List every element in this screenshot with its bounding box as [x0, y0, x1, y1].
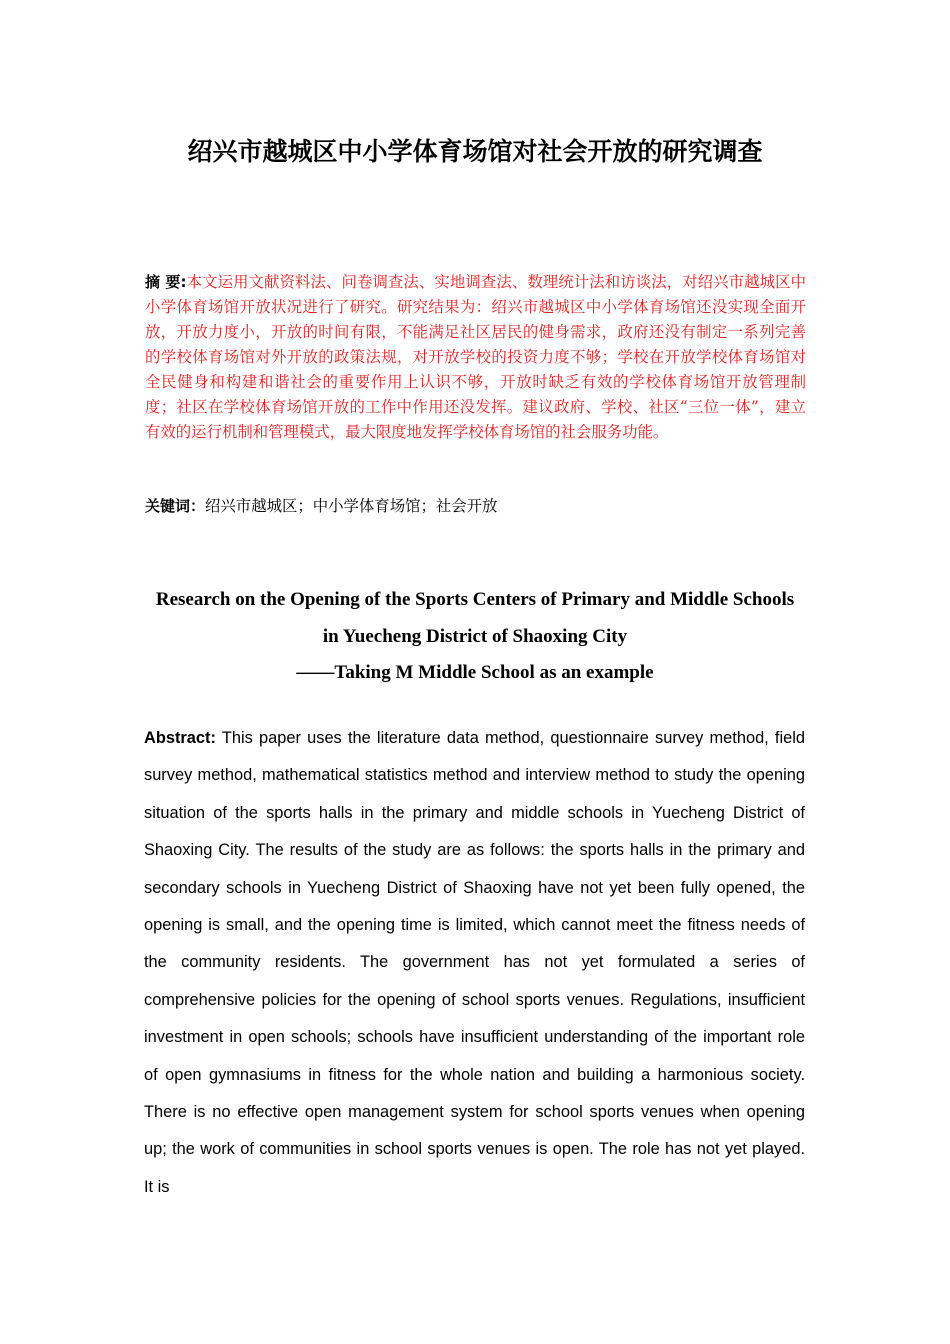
english-title-line-1: Research on the Opening of the Sports Centers of Primary and Middle Schools	[155, 589, 795, 610]
chinese-keywords	[145, 494, 806, 519]
english-abstract-label: Abstract:	[144, 729, 216, 747]
english-title	[0, 582, 950, 692]
chinese-keywords-label: 关键词：	[145, 497, 206, 515]
english-title-line-2: in Yuecheng District of Shaoxing City	[322, 625, 628, 647]
chinese-abstract-label: 摘 要:	[145, 273, 187, 291]
english-abstract	[144, 720, 805, 1206]
chinese-keywords-body: 绍兴市越城区；中小学体育场馆；社会开放	[205, 497, 498, 515]
english-abstract-body: This paper uses the literature data method, questionnaire survey method, field survey method, mathematical statistics method and interview method to study the opening situation of the sports halls in the primary and middle schools in Yuecheng District of Shaoxing City. The results of the study are as follows: the sports halls in the primary and secondary schools in Yuecheng District of Shaoxing have not yet been fully opened, the opening is small, and the opening time is limited, which cannot meet the fitness needs of the community residents. The government has not yet formulated a series of comprehensive policies for the opening of school sports venues. Regulations, insufficient investment in open schools; schools have insufficient understanding of the important role of open gymnasiums in fitness for the whole nation and building a harmonious society. There is no effective open management system for school sports venues when opening up; the work of communities in school sports venues is open. The role has not yet played. It is	[144, 729, 805, 1196]
chinese-abstract-body: 本文运用文献资料法、问卷调查法、实地调查法、数理统计法和访谈法，对绍兴市越城区中小学体育场馆开放状况进行了研究。研究结果为：绍兴市越城区中小学体育场馆还没实现全面开放，开放力度小，开放的时间有限，不能满足社区居民的健身需求，政府还没有制定一系列完善的学校体育场馆对外开放的政策法规，对开放学校的投资力度不够；学校在开放学校体育场馆对全民健身和构建和谐社会的重要作用上认识不够，开放时缺乏有效的学校体育场馆开放管理制度；社区在学校体育场馆开放的工作中作用还没发挥。建议政府、学校、社区“三位一体”，建立有效的运行机制和管理模式，最大限度地发挥学校体育场馆的社会服务功能。	[145, 273, 806, 441]
english-subtitle: ——Taking M Middle School as an example	[296, 662, 654, 683]
chinese-abstract	[145, 270, 806, 445]
chinese-title: 绍兴市越城区中小学体育场馆对社会开放的研究调查	[187, 137, 763, 166]
